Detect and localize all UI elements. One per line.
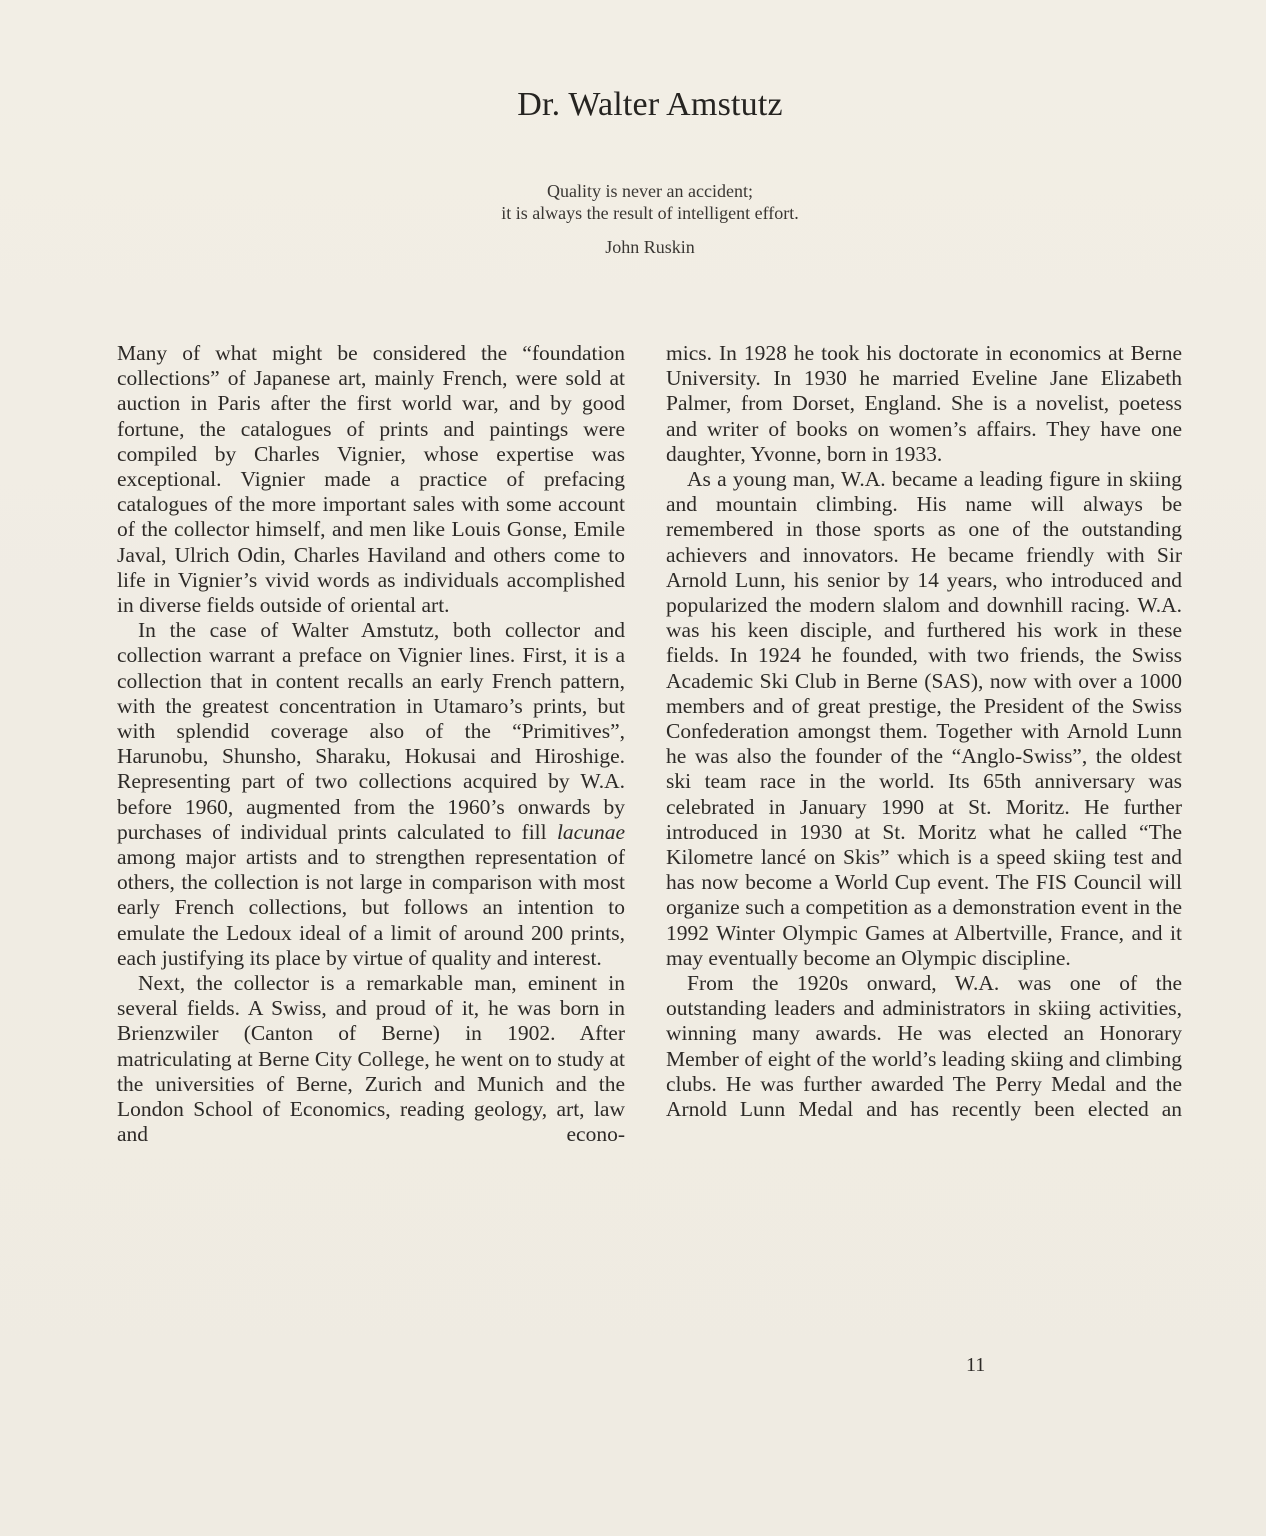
- paragraph: Many of what might be considered the “foundation collections” of Japanese art, mainly French, were sold at auction in Paris after the first world war, and by good fortune, the catalogues of prints and paintings were compiled by Charles Vignier, whose expertise was exceptional. Vignier made a practice of prefacing catalogues of the more important sales with some account of the collector himself, and men like Louis Gonse, Emile Javal, Ulrich Odin, Charles Haviland and others come to life in Vignier’s vivid words as individuals accomplished in diverse fields outside of oriental art.: [117, 341, 625, 618]
- paragraph-text: In the case of Walter Amstutz, both collector and collection warrant a preface on Vignier lines. First, it is a collection that in content recalls an early French pattern, with the greatest concentration in Utamaro’s prints, but with splendid coverage also of the “Primitives”, Harunobu, Shunsho, Sharaku, Hokusai and Hiroshige. Representing part of two collections acquired by W.A. before 1960, augmented from the 1960’s onwards by purchases of individual prints calculated to fill: [117, 618, 625, 844]
- page-number: 11: [966, 1354, 986, 1376]
- paragraph: From the 1920s onward, W.A. was one of the outstanding leaders and administrators in skiing activities, winning many awards. He was elected an Honorary Member of eight of the world’s leading skiing and climbing clubs. He was further awarded The Perry Medal and the Arnold Lunn Medal and has recently been elected an: [666, 971, 1182, 1122]
- paragraph: Next, the collector is a remarkable man, eminent in several fields. A Swiss, and proud of it, he was born in Brienzwiler (Canton of Berne) in 1902. After matriculating at Berne City College, he went on to study at the universities of Berne, Zurich and Munich and the London School of Economics, reading geology, art, law and econo-: [117, 971, 625, 1147]
- paragraph-text: among major artists and to strengthen representation of others, the collection is not large in comparison with most early French collections, but follows an intention to emulate the Ledoux ideal of a limit of around 200 prints, each justifying its place by virtue of quality and interest.: [117, 845, 625, 970]
- paragraph: mics. In 1928 he took his doctorate in economics at Berne University. In 1930 he married Eveline Jane Elizabeth Palmer, from Dorset, England. She is a novelist, poetess and writer of books on women’s affairs. They have one daughter, Yvonne, born in 1933.: [666, 341, 1182, 466]
- right-text-column: [666, 341, 1182, 1122]
- paragraph: [117, 618, 625, 971]
- epigraph: [0, 180, 1266, 258]
- epigraph-line-2: it is always the result of intelligent effort.: [501, 203, 799, 223]
- italic-term: lacunae: [556, 819, 626, 844]
- epigraph-line-1: Quality is never an accident;: [547, 181, 753, 201]
- paragraph: As a young man, W.A. became a leading figure in skiing and mountain climbing. His name will always be remembered in those sports as one of the outstanding achievers and innovators. He became friendly with Sir Arnold Lunn, his senior by 14 years, who introduced and popularized the modern slalom and downhill racing. W.A. was his keen disciple, and furthered his work in these fields. In 1924 he founded, with two friends, the Swiss Academic Ski Club in Berne (SAS), now with over a 1000 members and of great prestige, the President of the Swiss Confederation amongst them. Together with Arnold Lunn he was also the founder of the “Anglo-Swiss”, the oldest ski team race in the world. Its 65th anniversary was celebrated in January 1990 at St. Moritz. He further introduced in 1930 at St. Moritz what he called “The Kilometre lancé on Skis” which is a speed skiing test and has now become a World Cup event. The FIS Council will organize such a competition as a demonstration event in the 1992 Winter Olympic Games at Albertville, France, and it may eventually become an Olympic discipline.: [666, 467, 1182, 970]
- left-text-column: [117, 341, 625, 1148]
- epigraph-attribution: John Ruskin: [605, 237, 695, 257]
- page-title: Dr. Walter Amstutz: [517, 86, 783, 123]
